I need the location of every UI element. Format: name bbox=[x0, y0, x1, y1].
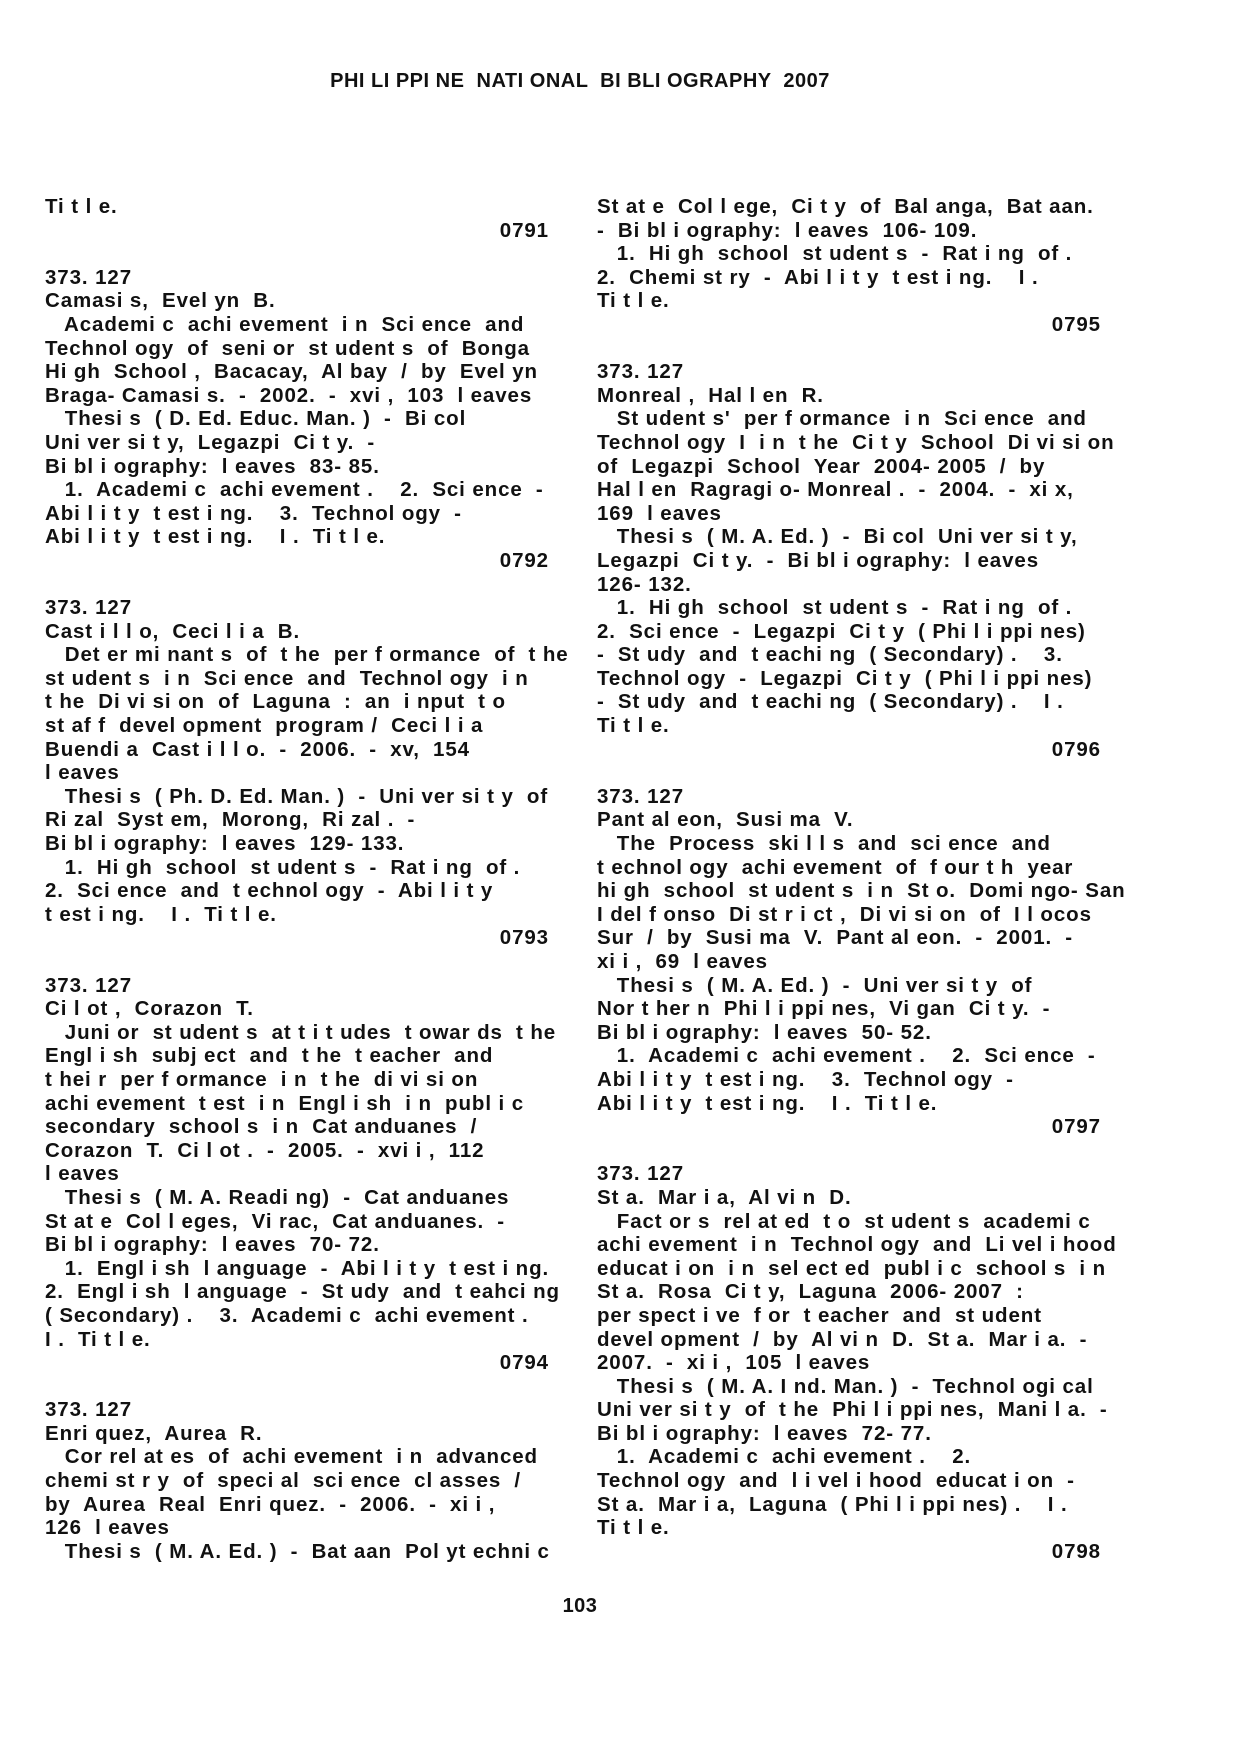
text-line: Thesi s ( Ph. D. Ed. Man. ) - Uni ver si t y of bbox=[45, 784, 549, 808]
text-line: Cast i l l o, Ceci l i a B. bbox=[45, 619, 301, 643]
text-line: Corazon T. Ci l ot . - 2005. - xvi i , 112 bbox=[45, 1138, 485, 1162]
text-line: Abi l i t y t est i ng. I . Ti t l e. bbox=[597, 1091, 938, 1115]
text-line: 1. Hi gh school st udent s - Rat i ng of . bbox=[45, 855, 521, 879]
text-line: Engl i sh subj ect and t he t eacher and bbox=[45, 1044, 494, 1068]
blank-line bbox=[45, 573, 549, 597]
text-line: Bi bl i ography: l eaves 83- 85. bbox=[45, 454, 380, 478]
text-line: Technol ogy I i n t he Ci t y School Di vi si on bbox=[597, 430, 1115, 454]
text-line: The Process ski l l s and sci ence and bbox=[597, 832, 1051, 856]
text-line: Technol ogy of seni or st udent s of Bonga bbox=[45, 336, 530, 360]
text-line: 1. Academi c achi evement . 2. Sci ence - bbox=[45, 478, 544, 502]
text-line: St a. Rosa Ci t y, Laguna 2006- 2007 : bbox=[597, 1280, 1024, 1304]
left-column bbox=[45, 195, 569, 1563]
text-line: Nor t her n Phi l i ppi nes, Vi gan Ci t y. - bbox=[597, 997, 1051, 1021]
text-line: devel opment / by Al vi n D. St a. Mar i a. - bbox=[597, 1327, 1088, 1351]
text-line: Academi c achi evement i n Sci ence and bbox=[45, 312, 525, 336]
text-line: 2. Engl i sh l anguage - St udy and t eahci ng bbox=[45, 1280, 560, 1304]
text-line: Technol ogy and l i vel i hood educat i on - bbox=[597, 1469, 1075, 1493]
text-line: t he Di vi si on of Laguna : an i nput t o bbox=[45, 690, 506, 714]
text-line: St a. Mar i a, Al vi n D. bbox=[597, 1185, 852, 1209]
entry-number: 0797 bbox=[1051, 1115, 1101, 1139]
text-line: 373. 127 bbox=[597, 360, 684, 384]
text-line: Bi bl i ography: l eaves 50- 52. bbox=[597, 1020, 932, 1044]
text-line: Abi l i t y t est i ng. 3. Technol ogy - bbox=[45, 501, 462, 525]
text-line: Monreal , Hal l en R. bbox=[597, 383, 824, 407]
text-line: Thesi s ( D. Ed. Educ. Man. ) - Bi col bbox=[45, 407, 467, 431]
text-line: Ri zal Syst em, Morong, Ri zal . - bbox=[45, 808, 416, 832]
text-line: t hei r per f ormance i n t he di vi si on bbox=[45, 1067, 479, 1091]
text-line: Sur / by Susi ma V. Pant al eon. - 2001. - bbox=[597, 926, 1074, 950]
text-line: Fact or s rel at ed t o st udent s academi c bbox=[597, 1209, 1091, 1233]
text-line: Braga- Camasi s. - 2002. - xvi , 103 l eaves bbox=[45, 383, 533, 407]
text-line: - Bi bl i ography: l eaves 106- 109. bbox=[597, 218, 978, 242]
blank-line bbox=[597, 761, 1101, 785]
text-line: St at e Col l eges, Vi rac, Cat anduanes. - bbox=[45, 1209, 506, 1233]
text-line: l eaves bbox=[45, 1162, 120, 1186]
text-line: - St udy and t eachi ng ( Secondary) . I . bbox=[597, 690, 1064, 714]
text-line: Ti t l e. bbox=[597, 289, 670, 313]
text-line: 169 l eaves bbox=[597, 501, 722, 525]
text-line: Bi bl i ography: l eaves 70- 72. bbox=[45, 1233, 380, 1257]
text-line: hi gh school st udent s i n St o. Domi ngo- San bbox=[597, 879, 1126, 903]
text-line: Bi bl i ography: l eaves 129- 133. bbox=[45, 832, 405, 856]
text-line: St udent s' per f ormance i n Sci ence and bbox=[597, 407, 1087, 431]
text-line: Legazpi Ci t y. - Bi bl i ography: l eaves bbox=[597, 548, 1039, 572]
text-line: 1. Hi gh school st udent s - Rat i ng of . bbox=[597, 596, 1073, 620]
page-number: 103 bbox=[562, 1595, 598, 1617]
text-line: educat i on i n sel ect ed publ i c school s i n bbox=[597, 1256, 1107, 1280]
text-line: t echnol ogy achi evement of f our t h year bbox=[597, 855, 1074, 879]
text-line: st udent s i n Sci ence and Technol ogy i n bbox=[45, 666, 529, 690]
text-line: Det er mi nant s of t he per f ormance of t he bbox=[45, 643, 569, 667]
text-line: 373. 127 bbox=[45, 1398, 132, 1422]
text-line: Uni ver si t y of t he Phi l i ppi nes, Mani l a. - bbox=[597, 1398, 1108, 1422]
text-line: Thesi s ( M. A. Readi ng) - Cat anduanes bbox=[45, 1185, 510, 1209]
text-line: by Aurea Real Enri quez. - 2006. - xi i , bbox=[45, 1492, 496, 1516]
text-line: 1. Hi gh school st udent s - Rat i ng of . bbox=[597, 242, 1073, 266]
text-line: 1. Academi c achi evement . 2. Sci ence - bbox=[597, 1044, 1096, 1068]
text-line: 2. Sci ence - Legazpi Ci t y ( Phi l i ppi nes) bbox=[597, 619, 1086, 643]
text-line: 373. 127 bbox=[597, 784, 684, 808]
blank-line bbox=[45, 242, 549, 266]
entry-number: 0796 bbox=[1051, 737, 1101, 761]
blank-line bbox=[45, 1375, 549, 1399]
text-line: I . Ti t l e. bbox=[45, 1327, 151, 1351]
text-line: 126- 132. bbox=[597, 572, 692, 596]
page-title: PHI LI PPI NE NATI ONAL BI BLI OGRAPHY 2007 bbox=[330, 70, 830, 92]
text-line: Hi gh School , Bacacay, Al bay / by Evel yn bbox=[45, 360, 538, 384]
entry-number: 0795 bbox=[1051, 312, 1101, 336]
text-line: Abi l i t y t est i ng. 3. Technol ogy - bbox=[597, 1067, 1014, 1091]
text-line: Bi bl i ography: l eaves 72- 77. bbox=[597, 1421, 932, 1445]
text-line: 2. Chemi st ry - Abi l i t y t est i ng. I . bbox=[597, 265, 1039, 289]
text-line: 2007. - xi i , 105 l eaves bbox=[597, 1351, 871, 1375]
text-line: St at e Col l ege, Ci t y of Bal anga, Bat aan. bbox=[597, 195, 1094, 218]
text-line: xi i , 69 l eaves bbox=[597, 950, 768, 973]
text-line: Thesi s ( M. A. Ed. ) - Bi col Uni ver si t y, bbox=[597, 525, 1078, 549]
text-line: achi evement t est i n Engl i sh i n publ i c bbox=[45, 1091, 525, 1115]
text-line: of Legazpi School Year 2004- 2005 / by bbox=[597, 454, 1046, 478]
entry-number: 0793 bbox=[499, 926, 549, 950]
entry-number: 0798 bbox=[1051, 1539, 1101, 1563]
entry-number: 0791 bbox=[499, 218, 549, 242]
blank-line bbox=[597, 337, 1101, 361]
text-line: 373. 127 bbox=[45, 596, 132, 620]
text-line: 1. Academi c achi evement . 2. bbox=[597, 1445, 972, 1469]
right-column bbox=[597, 195, 1126, 1563]
text-line: Abi l i t y t est i ng. I . Ti t l e. bbox=[45, 525, 386, 549]
text-line: 126 l eaves bbox=[45, 1516, 170, 1540]
text-line: secondary school s i n Cat anduanes / bbox=[45, 1115, 478, 1139]
text-line: t est i ng. I . Ti t l e. bbox=[45, 902, 277, 926]
text-line: Hal l en Ragragi o- Monreal . - 2004. - xi x, bbox=[597, 478, 1074, 502]
text-line: Uni ver si t y, Legazpi Ci t y. - bbox=[45, 430, 376, 454]
text-line: Thesi s ( M. A. Ed. ) - Uni ver si t y of bbox=[597, 973, 1033, 997]
text-line: Camasi s, Evel yn B. bbox=[45, 289, 276, 313]
text-line: - St udy and t eachi ng ( Secondary) . 3. bbox=[597, 643, 1063, 667]
entry-number: 0792 bbox=[499, 548, 549, 572]
blank-line bbox=[45, 950, 549, 974]
text-line: Ti t l e. bbox=[45, 195, 118, 218]
text-line: Ci l ot , Corazon T. bbox=[45, 997, 254, 1021]
text-line: ( Secondary) . 3. Academi c achi evement . bbox=[45, 1303, 529, 1327]
text-line: 373. 127 bbox=[45, 265, 132, 289]
blank-line bbox=[597, 1139, 1101, 1163]
text-line: achi evement i n Technol ogy and Li vel i hood bbox=[597, 1233, 1117, 1257]
text-line: Thesi s ( M. A. I nd. Man. ) - Technol ogi cal bbox=[597, 1374, 1094, 1398]
text-line: Ti t l e. bbox=[597, 714, 670, 738]
text-line: Cor rel at es of achi evement i n advanced bbox=[45, 1445, 538, 1469]
text-line: Juni or st udent s at t i t udes t owar ds t he bbox=[45, 1020, 557, 1044]
text-line: Pant al eon, Susi ma V. bbox=[597, 808, 854, 832]
text-line: 2. Sci ence and t echnol ogy - Abi l i t y bbox=[45, 879, 494, 903]
text-line: Enri quez, Aurea R. bbox=[45, 1421, 263, 1445]
text-line: chemi st r y of speci al sci ence cl asses / bbox=[45, 1469, 521, 1493]
text-line: St a. Mar i a, Laguna ( Phi l i ppi nes) . I . bbox=[597, 1492, 1068, 1516]
text-line: st af f devel opment program / Ceci l i a bbox=[45, 714, 484, 738]
text-line: per spect i ve f or t eacher and st udent bbox=[597, 1303, 1042, 1327]
text-line: l eaves bbox=[45, 761, 120, 785]
text-line: 1. Engl i sh l anguage - Abi l i t y t est i ng. bbox=[45, 1256, 550, 1280]
entry-number: 0794 bbox=[499, 1351, 549, 1375]
text-line: 373. 127 bbox=[45, 973, 132, 997]
text-line: Thesi s ( M. A. Ed. ) - Bat aan Pol yt echni c bbox=[45, 1539, 550, 1563]
text-line: 373. 127 bbox=[597, 1162, 684, 1186]
text-line: I del f onso Di st r i ct , Di vi si on of I l ocos bbox=[597, 902, 1092, 926]
text-line: Buendi a Cast i l l o. - 2006. - xv, 154 bbox=[45, 737, 470, 761]
text-line: Technol ogy - Legazpi Ci t y ( Phi l i ppi nes) bbox=[597, 666, 1093, 690]
text-line: Ti t l e. bbox=[597, 1516, 670, 1540]
